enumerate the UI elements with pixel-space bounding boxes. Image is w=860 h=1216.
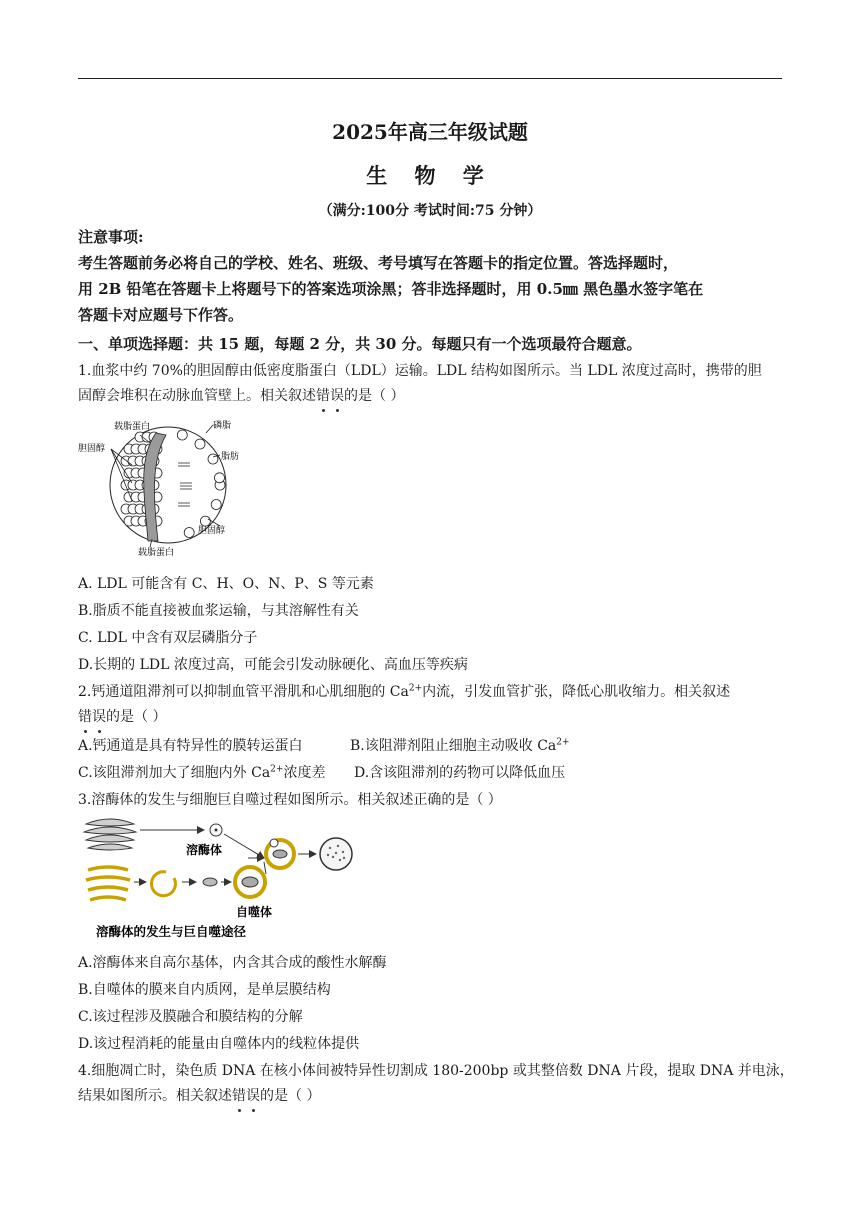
question-stem: 1.血浆中约 70%的胆固醇由低密度脂蛋白（LDL）运输。LDL 结构如图所示。当 LDL 浓度过高时，携带的胆 bbox=[78, 363, 762, 379]
notice-heading: 注意事项: bbox=[78, 228, 144, 246]
option-b: B.该阻滞剂阻止细胞主动吸收 $Ca^{2+}$ bbox=[350, 737, 570, 754]
option-d: D.该过程消耗的能量由自噬体内的线粒体提供 bbox=[78, 1036, 360, 1052]
question-stem: 结果如图所示。相关叙述错误的是（ ） bbox=[78, 1088, 321, 1104]
label-cholesterol-right: 胆固醇 bbox=[198, 526, 226, 536]
phospholipid-head bbox=[195, 439, 205, 449]
phospholipid-head bbox=[215, 473, 225, 483]
option-a: A. LDL 可能含有 C、H、O、N、P、S 等元素 bbox=[78, 576, 374, 592]
option-d: D.长期的 LDL 浓度过高，可能会引发动脉硬化、高血压等疾病 bbox=[78, 657, 468, 673]
phospholipid-head bbox=[208, 454, 218, 464]
option-c: C.该阻滞剂加大了细胞内外 $Ca^{2+}$浓度差 bbox=[78, 764, 326, 781]
label-autophagosome: 自噬体 bbox=[236, 905, 273, 919]
label-cholesterol-left: 胆固醇 bbox=[78, 444, 106, 454]
label-lysosome: 溶酶体 bbox=[186, 843, 223, 857]
phospholipid-head bbox=[177, 430, 187, 440]
phospholipid-head bbox=[184, 528, 194, 538]
header-rule bbox=[78, 78, 782, 79]
label-apoprotein-bottom: 载脂蛋白 bbox=[138, 548, 175, 558]
section-heading: 一、单项选择题：共 15 题，每题 2 分，共 30 分。每题只有一个选项最符合题意。 bbox=[78, 335, 642, 353]
option-c: C.该过程涉及膜融合和膜结构的分解 bbox=[78, 1009, 303, 1025]
option-b: B.脂质不能直接被血浆运输，与其溶解性有关 bbox=[78, 603, 359, 619]
option-b: B.自噬体的膜来自内质网，是单层膜结构 bbox=[78, 982, 331, 998]
notice-line: 用 2B 铅笔在答题卡上将题号下的答案选项涂黑；答非选择题时，用 0.5㎜ 黑色墨水签字笔在 bbox=[78, 280, 704, 298]
subject-title: 生 物 学 bbox=[366, 163, 494, 188]
option-c: C. LDL 中含有双层磷脂分子 bbox=[78, 630, 258, 646]
label-fat: 脂肪 bbox=[221, 452, 240, 462]
label-phospholipid: 磷脂 bbox=[213, 421, 232, 431]
option-a: A.溶酶体来自高尔基体，内含其合成的酸性水解酶 bbox=[78, 955, 387, 971]
option-d: D.含该阻滞剂的药物可以降低血压 bbox=[354, 765, 566, 781]
question-stem: 固醇会堆积在动脉血管壁上。相关叙述错误的是（ ） bbox=[78, 388, 405, 404]
label-apoprotein-top: 载脂蛋白 bbox=[114, 422, 151, 432]
question-stem: 2.钙通道阻滞剂可以抑制血管平滑肌和心肌细胞的 $Ca^{2+}$内流，引发血管扩张，降低心肌收缩力。相关叙述 bbox=[78, 683, 731, 700]
exam-meta: （满分:100分 考试时间:75 分钟） bbox=[318, 203, 542, 219]
question-stem: 3.溶酶体的发生与细胞巨自噬过程如图所示。相关叙述正确的是（ ） bbox=[78, 792, 502, 808]
question-stem: 错误的是（ ） bbox=[78, 709, 167, 725]
phospholipid-head bbox=[211, 500, 221, 510]
exam-title: 2025年高三年级试题 bbox=[332, 120, 528, 144]
ldl-structure-figure bbox=[78, 413, 248, 563]
question-stem: 4.细胞凋亡时，染色质 DNA 在核小体间被特异性切割成 180-200bp 或其整倍数 DNA 片段，提取 DNA 并电泳， bbox=[78, 1063, 794, 1079]
option-a: A.钙通道是具有特异性的膜转运蛋白 bbox=[78, 738, 303, 754]
notice-line: 答题卡对应题号下作答。 bbox=[78, 306, 244, 324]
notice-line: 考生答题前务必将自己的学校、姓名、班级、考号填写在答题卡的指定位置。答选择题时， bbox=[78, 254, 679, 272]
phospholipid-head bbox=[200, 516, 210, 526]
lysosome-autophagy-figure bbox=[78, 812, 368, 944]
figure-caption: 溶酶体的发生与巨自噬途径 bbox=[96, 924, 247, 939]
